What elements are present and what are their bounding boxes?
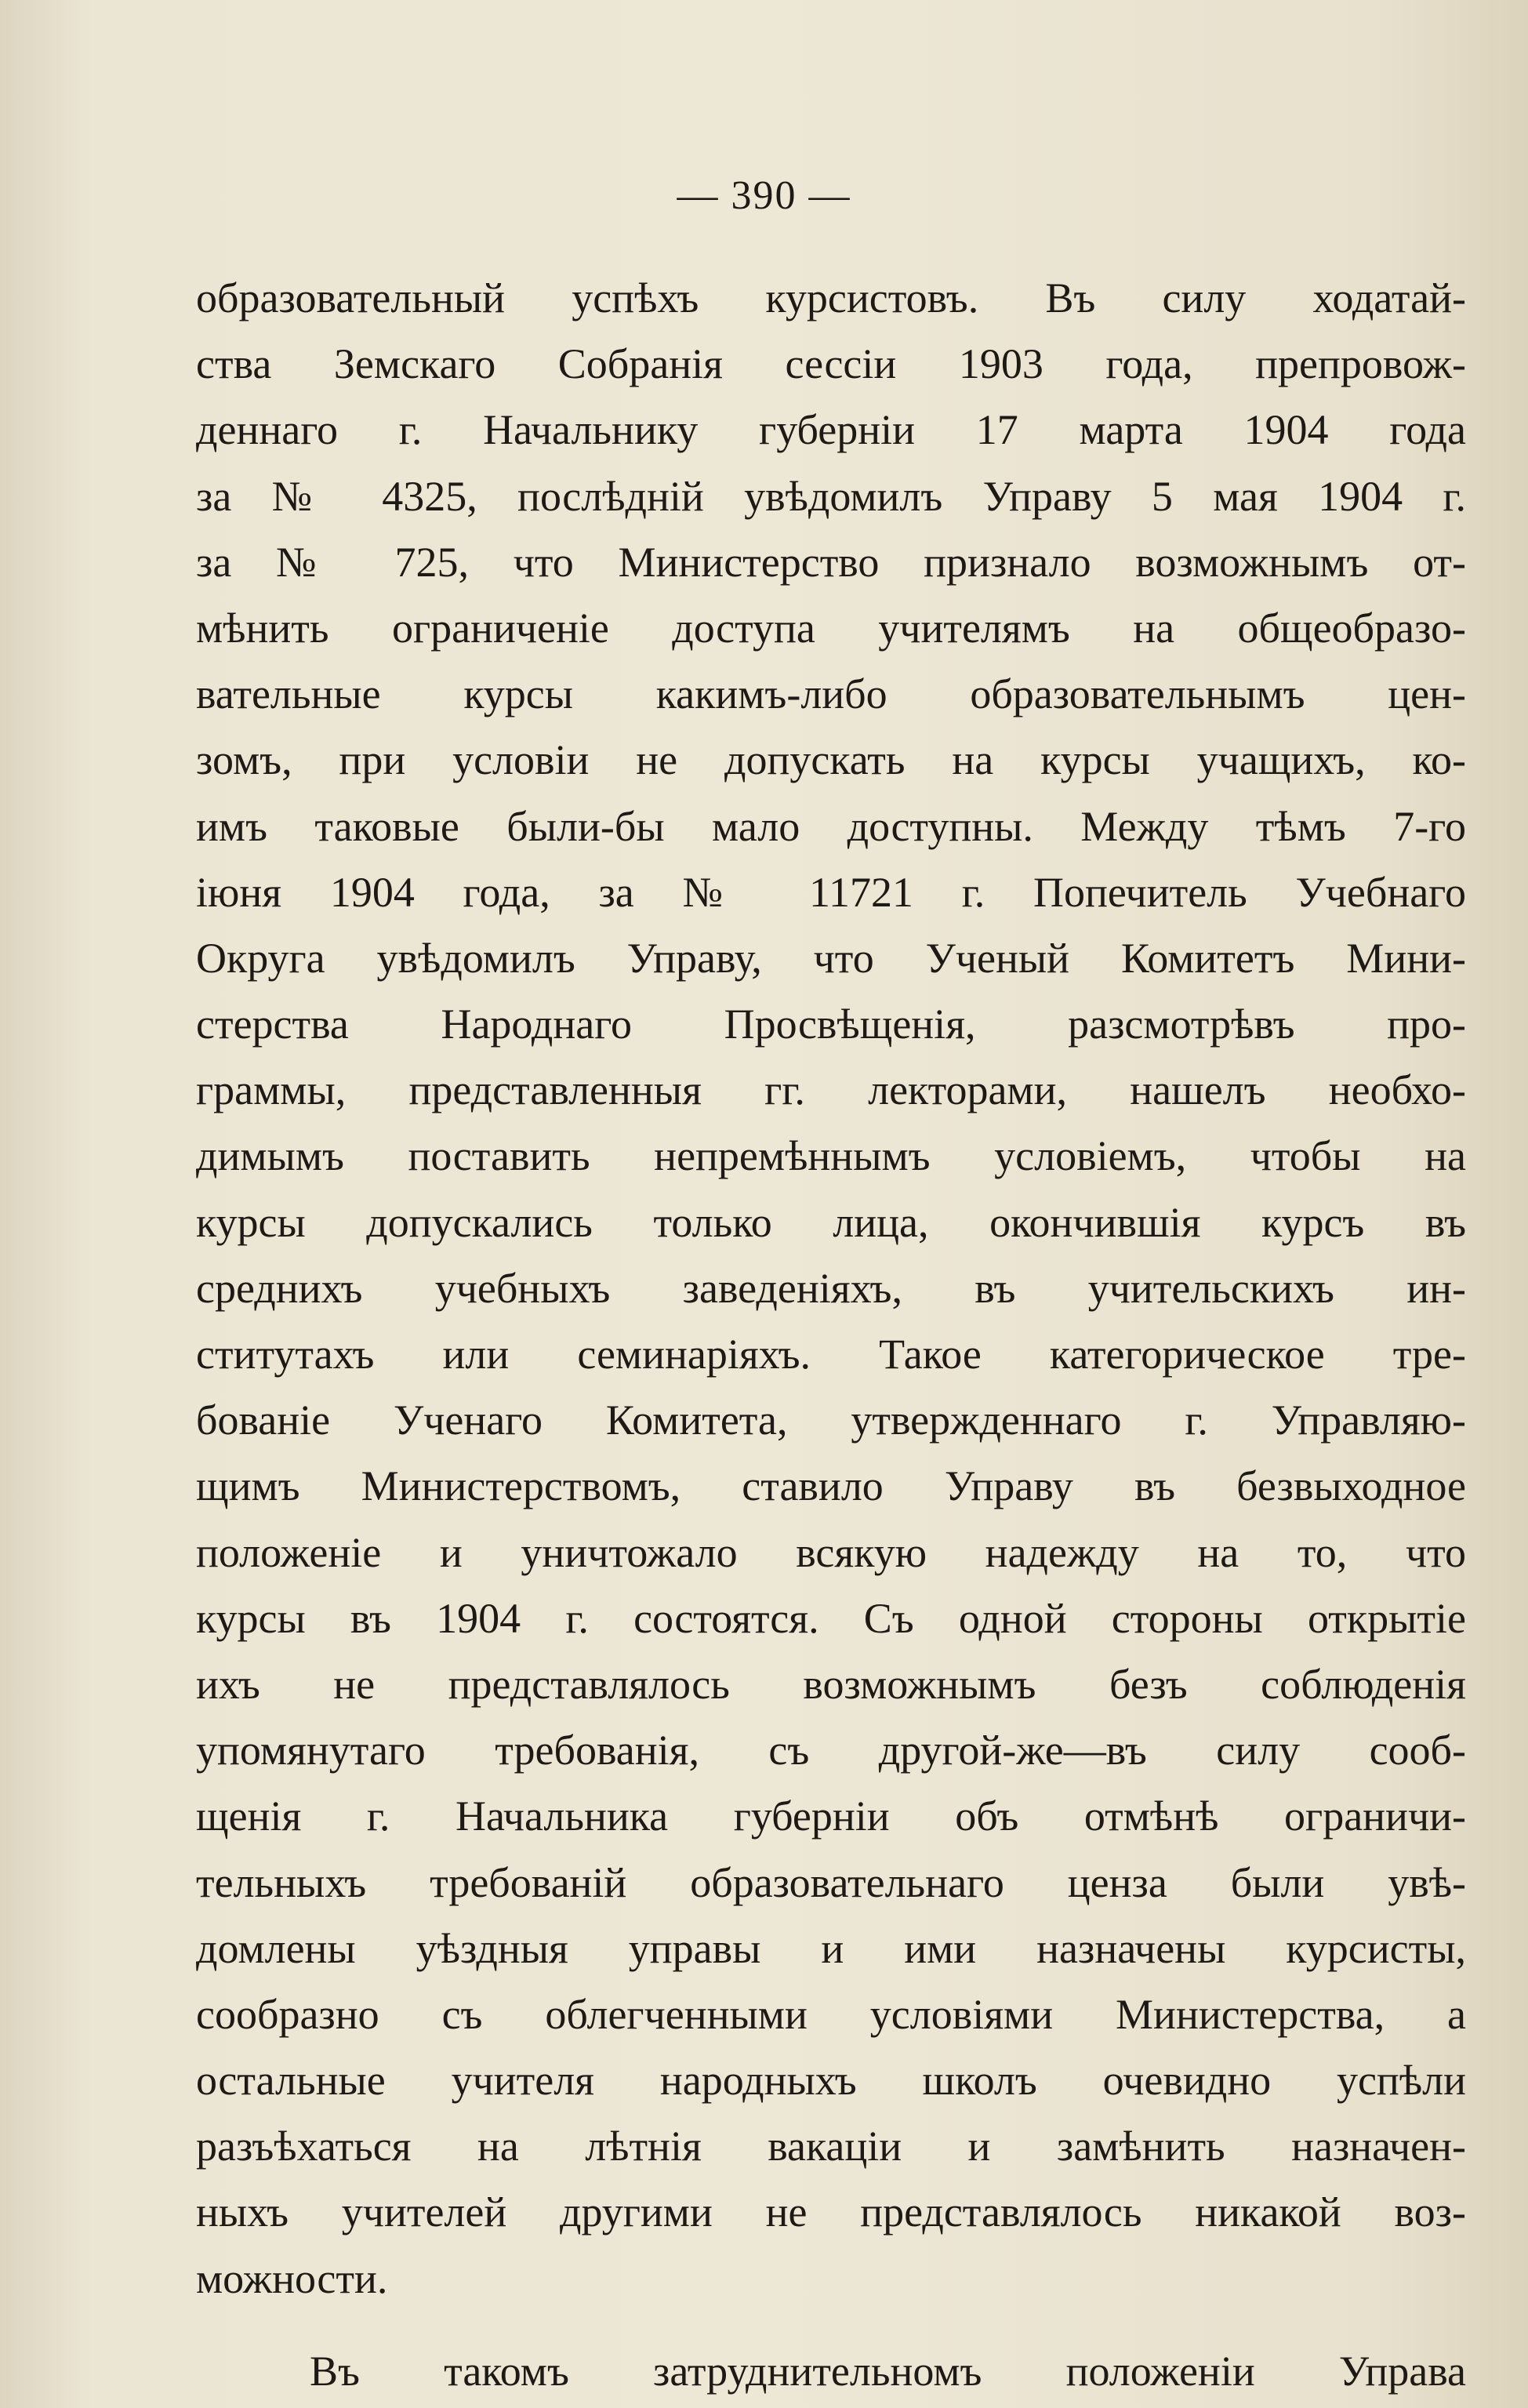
text-line: Въ такомъ затруднительномъ положеніи Управа (310, 2347, 1466, 2395)
text-line: димымъ поставить непремѣннымъ условіемъ, чтобы на (196, 1132, 1466, 1180)
text-line: образовательный успѣхъ курсистовъ. Въ силу ходатай- (196, 274, 1466, 321)
text-line: бованіе Ученаго Комитета, утвержденнаго г. Управляю- (196, 1396, 1466, 1444)
text-line: домлены уѣздныя управы и ими назначены курсисты, (196, 1924, 1466, 1972)
text-line: положеніе и уничтожало всякую надежду на то, что (196, 1528, 1466, 1576)
text-line: ихъ не представлялось возможнымъ безъ соблюденія (196, 1660, 1466, 1708)
text-line: мѣнить ограниченіе доступа учителямъ на общеобразо- (196, 604, 1466, 652)
body-text (196, 265, 1466, 2404)
text-line: курсы допускались только лица, окончившія курсъ въ (196, 1198, 1466, 1246)
text-line: остальные учителя народныхъ школъ очевидно успѣли (196, 2057, 1466, 2105)
text-line: Округа увѣдомилъ Управу, что Ученый Комитетъ Мини- (196, 934, 1466, 982)
text-line: за № 725, что Министерство признало возможнымъ от- (196, 538, 1466, 586)
text-line: разъѣхаться на лѣтнія вакаціи и замѣнить назначен- (196, 2123, 1466, 2170)
text-line: ства Земскаго Собранія сессіи 1903 года, препровож- (196, 340, 1466, 388)
text-line: за № 4325, послѣдній увѣдомилъ Управу 5 мая 1904 г. (196, 472, 1466, 520)
text-line: зомъ, при условіи не допускать на курсы учащихъ, ко- (196, 736, 1466, 784)
text-line: іюня 1904 года, за № 11721 г. Попечитель Учебнаго (196, 868, 1466, 916)
text-line: щимъ Министерствомъ, ставило Управу въ безвыходное (196, 1462, 1466, 1510)
paragraph-gap (196, 2312, 1466, 2338)
text-line: щенія г. Начальника губерніи объ отмѣнѣ ограничи- (196, 1792, 1466, 1840)
paragraph-2 (196, 2338, 1466, 2404)
text-line: стерства Народнаго Просвѣщенія, разсмотрѣвъ про- (196, 1001, 1466, 1048)
text-line: ныхъ учителей другими не представлялось никакой воз- (196, 2188, 1466, 2236)
paragraph-1 (196, 265, 1466, 2312)
text-line: граммы, представленныя гг. лекторами, нашелъ необхо- (196, 1066, 1466, 1114)
text-line: можности. (196, 2254, 388, 2302)
text-line: упомянутаго требованія, съ другой-же—въ силу сооб- (196, 1727, 1466, 1774)
text-line: тельныхъ требованій образовательнаго ценза были увѣ- (196, 1858, 1466, 1906)
text-line: среднихъ учебныхъ заведеніяхъ, въ учительскихъ ин- (196, 1264, 1466, 1312)
text-line: сообразно съ облегченными условіями Министерства, а (196, 1990, 1466, 2038)
text-line: вательные курсы какимъ-либо образовательнымъ цен- (196, 670, 1466, 718)
text-line: имъ таковые были-бы мало доступны. Между тѣмъ 7-го (196, 802, 1466, 850)
text-line: курсы въ 1904 г. состоятся. Съ одной стороны открытіе (196, 1594, 1466, 1642)
text-line: ститутахъ или семинаріяхъ. Такое категорическое тре- (196, 1331, 1466, 1378)
page-number: — 390 — (677, 173, 851, 218)
text-line: деннаго г. Начальнику губерніи 17 марта 1904 года (196, 406, 1466, 454)
